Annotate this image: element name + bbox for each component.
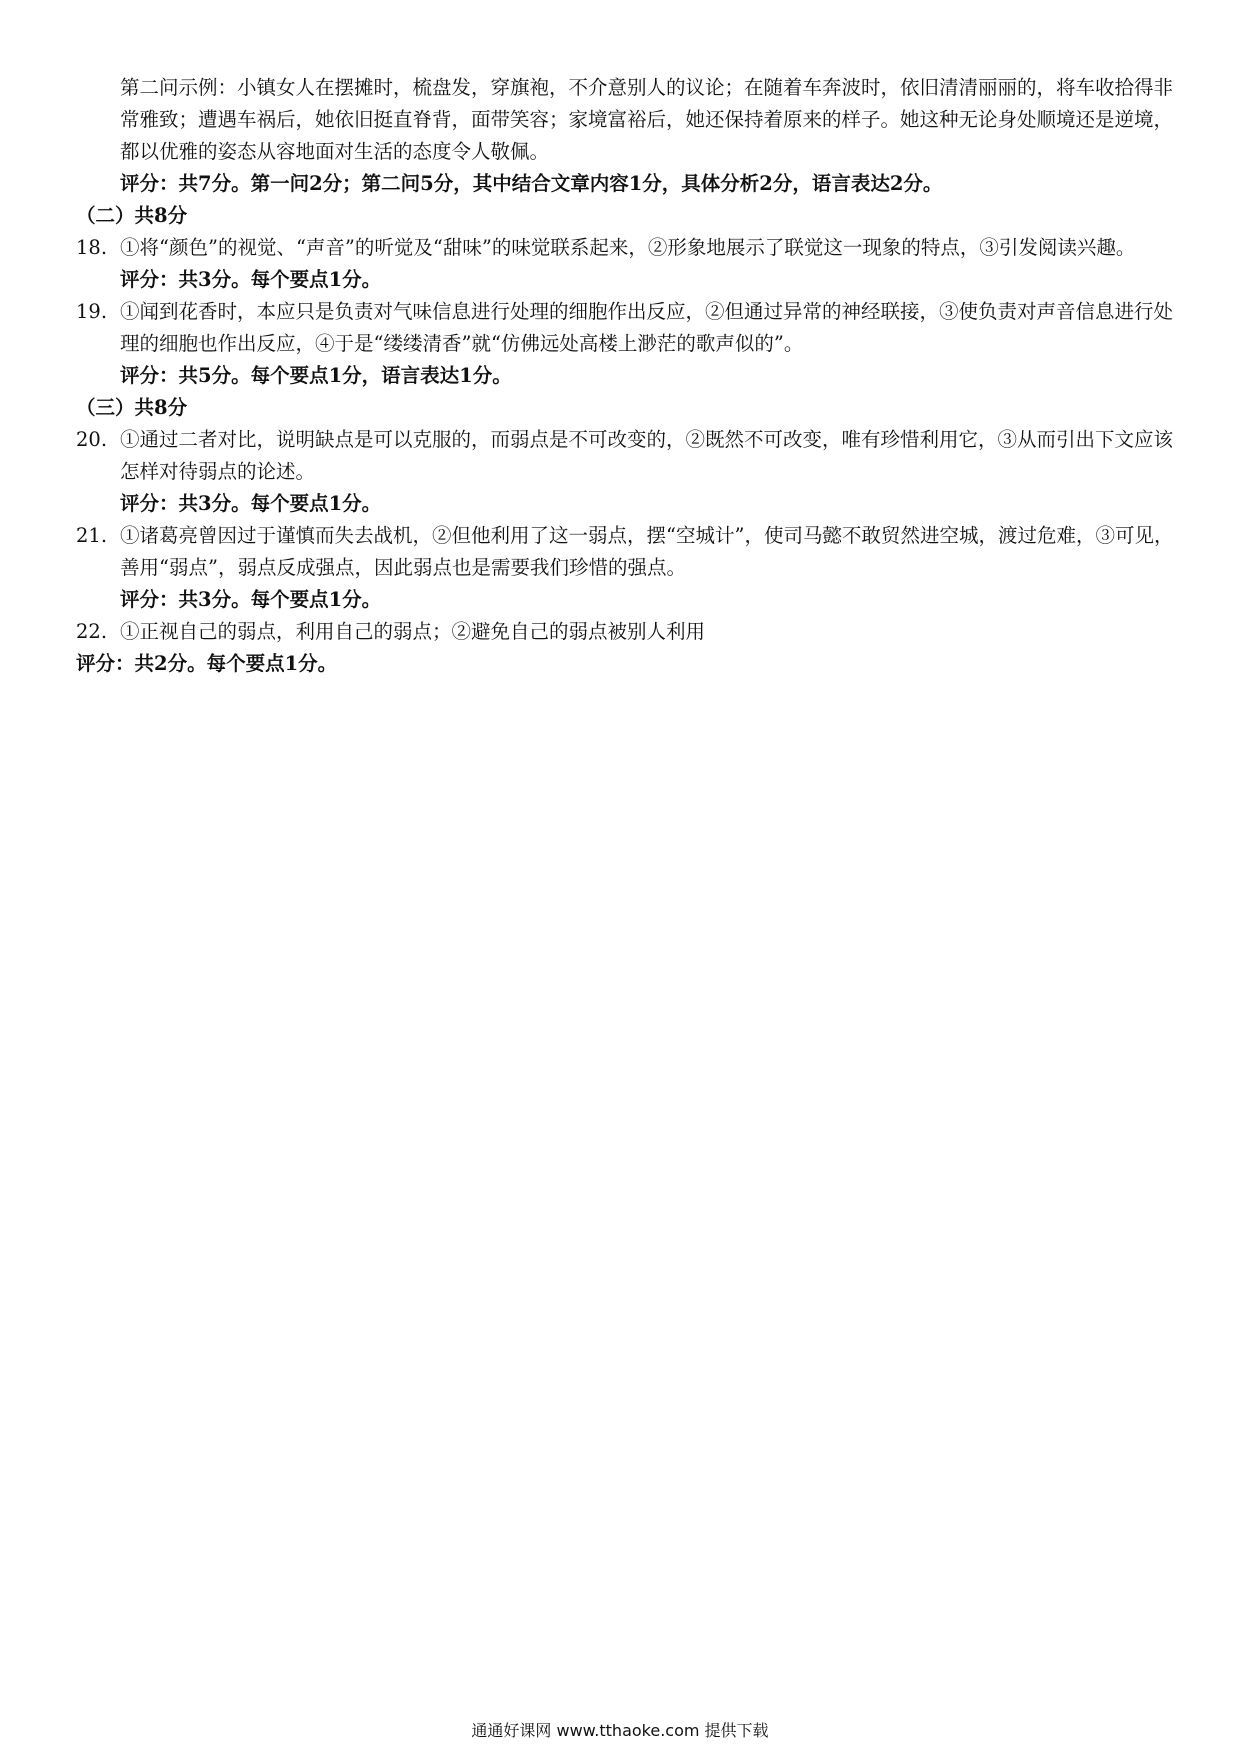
q21-scoring: 评分：共3分。每个要点1分。 xyxy=(120,588,382,611)
q20-answer xyxy=(76,424,1176,488)
section-2-heading: （二）共8分 xyxy=(76,204,188,227)
section-3-heading: （三）共8分 xyxy=(76,396,188,419)
q20-text: ①通过二者对比，说明缺点是可以克服的，而弱点是不可改变的，②既然不可改变，唯有珍惜利用它，③从而引出下文应该怎样对待弱点的论述。 xyxy=(120,428,1174,483)
q19-scoring: 评分：共5分。每个要点1分，语言表达1分。 xyxy=(120,364,512,387)
q22-scoring: 评分：共2分。每个要点1分。 xyxy=(76,652,338,675)
answer-key-content xyxy=(76,72,1176,680)
q22-answer xyxy=(76,616,1176,648)
q18-text: ①将“颜色”的视觉、“声音”的听觉及“甜味”的味觉联系起来，②形象地展示了联觉这一现象的特点，③引发阅读兴趣。 xyxy=(120,236,1136,259)
q21-text: ①诸葛亮曾因过于谨慎而失去战机，②但他利用了这一弱点，摆“空城计”，使司马懿不敢贸然进空城，渡过危难，③可见，善用“弱点”，弱点反成强点，因此弱点也是需要我们珍惜的强点。 xyxy=(120,524,1174,579)
q18-answer xyxy=(76,232,1176,264)
q22-number: 22. xyxy=(76,620,108,643)
q22-text: ①正视自己的弱点，利用自己的弱点；②避免自己的弱点被别人利用 xyxy=(120,620,706,643)
q19-text: ①闻到花香时，本应只是负责对气味信息进行处理的细胞作出反应，②但通过异常的神经联接，③使负责对声音信息进行处理的细胞也作出反应，④于是“缕缕清香”就“仿佛远处高楼上渺茫的歌声似的”。 xyxy=(120,300,1174,355)
q20-scoring: 评分：共3分。每个要点1分。 xyxy=(120,492,382,515)
q19-answer xyxy=(76,296,1176,360)
q21-number: 21. xyxy=(76,524,108,547)
q19-number: 19. xyxy=(76,300,108,323)
page-footer: 通通好课网 www.tthaoke.com 提供下载 xyxy=(471,1721,769,1740)
q21-answer xyxy=(76,520,1176,584)
q18-scoring: 评分：共3分。每个要点1分。 xyxy=(120,268,382,291)
q20-number: 20. xyxy=(76,428,108,451)
q17-part2-answer: 第二问示例：小镇女人在摆摊时，梳盘发，穿旗袍，不介意别人的议论；在随着车奔波时，依旧清清丽丽的，将车收拾得非常雅致；遭遇车祸后，她依旧挺直脊背，面带笑容；家境富裕后，她还保持着原来的样子。她这种无论身处顺境还是逆境，都以优雅的姿态从容地面对生活的态度令人敬佩。 xyxy=(120,76,1174,163)
q18-number: 18. xyxy=(76,236,108,259)
q17-scoring: 评分：共7分。第一问2分；第二问5分，其中结合文章内容1分，具体分析2分，语言表达2分。 xyxy=(120,172,943,195)
